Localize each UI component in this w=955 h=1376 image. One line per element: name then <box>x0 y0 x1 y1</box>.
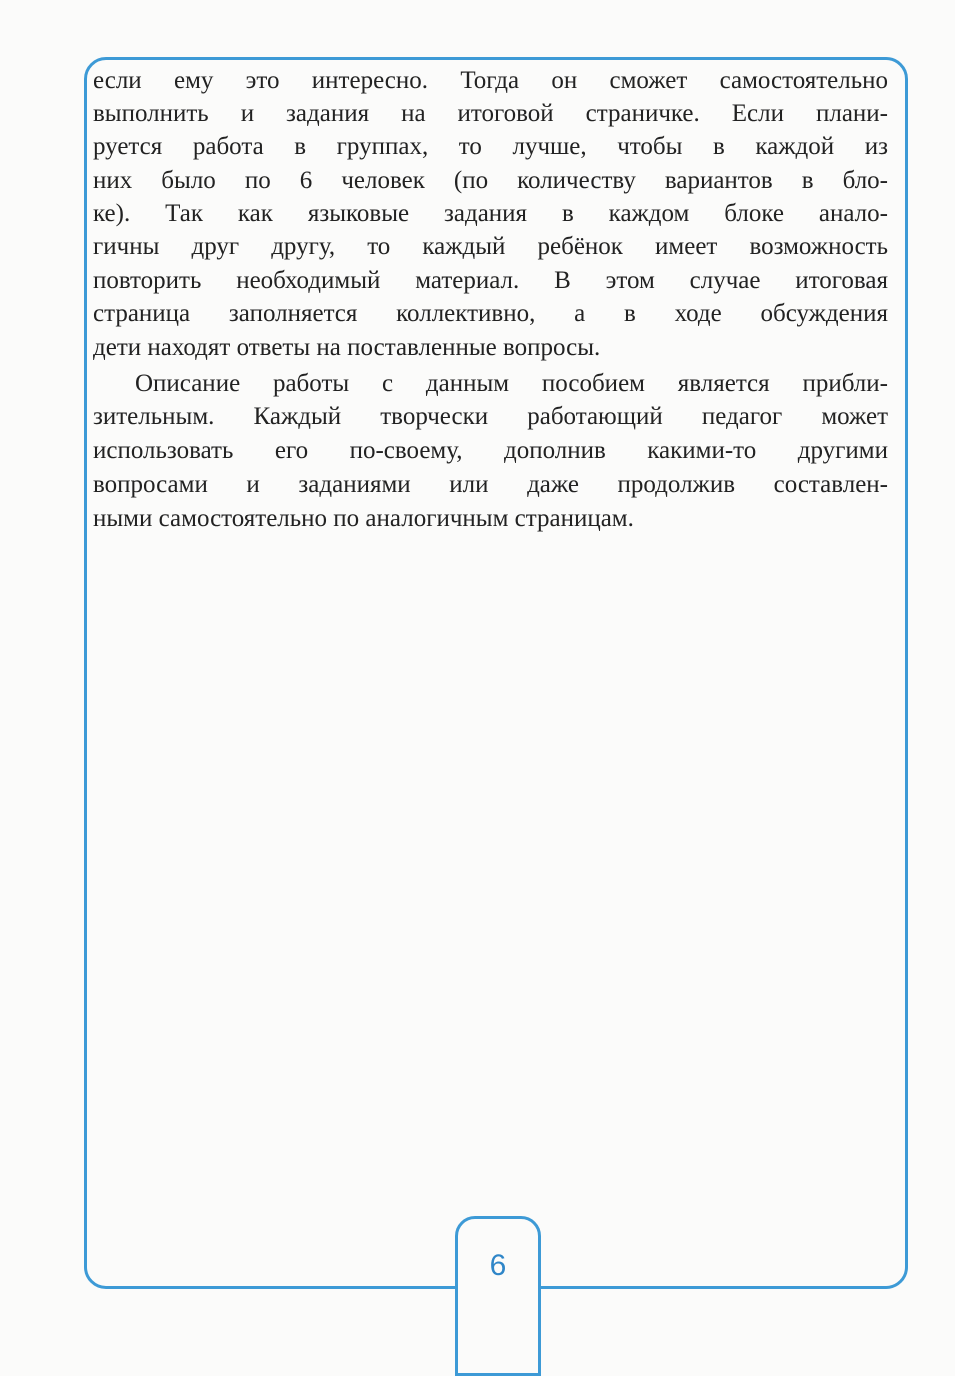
text-line: ными самостоятельно по аналогичным страницам. <box>93 505 634 532</box>
text-line: вопросами и заданиями или даже продолжив составлен- <box>93 471 888 498</box>
text-line: повторить необходимый материал. В этом случае итоговая <box>93 267 888 294</box>
text-line: дети находят ответы на поставленные вопросы. <box>93 334 601 361</box>
text-line: Описание работы с данным пособием является прибли- <box>135 370 888 397</box>
text-line: руется работа в группах, то лучше, чтобы в каждой из <box>93 133 888 160</box>
text-line: если ему это интересно. Тогда он сможет самостоятельно <box>93 67 888 94</box>
text-line: страница заполняется коллективно, а в ходе обсуждения <box>93 300 888 327</box>
page-number-tab <box>455 1216 541 1376</box>
text-line: зительным. Каждый творчески работающий педагог может <box>93 403 888 430</box>
text-line: выполнить и задания на итоговой страничке. Если плани- <box>93 100 888 127</box>
page-number: 6 <box>489 1249 507 1282</box>
text-line: гичны друг другу, то каждый ребёнок имеет возможность <box>93 233 888 260</box>
text-line: использовать его по-своему, дополнив какими-то другими <box>93 437 888 464</box>
text-line: них было по 6 человек (по количеству вариантов в бло- <box>93 167 888 194</box>
text-line: ке). Так как языковые задания в каждом блоке анало- <box>93 200 888 227</box>
